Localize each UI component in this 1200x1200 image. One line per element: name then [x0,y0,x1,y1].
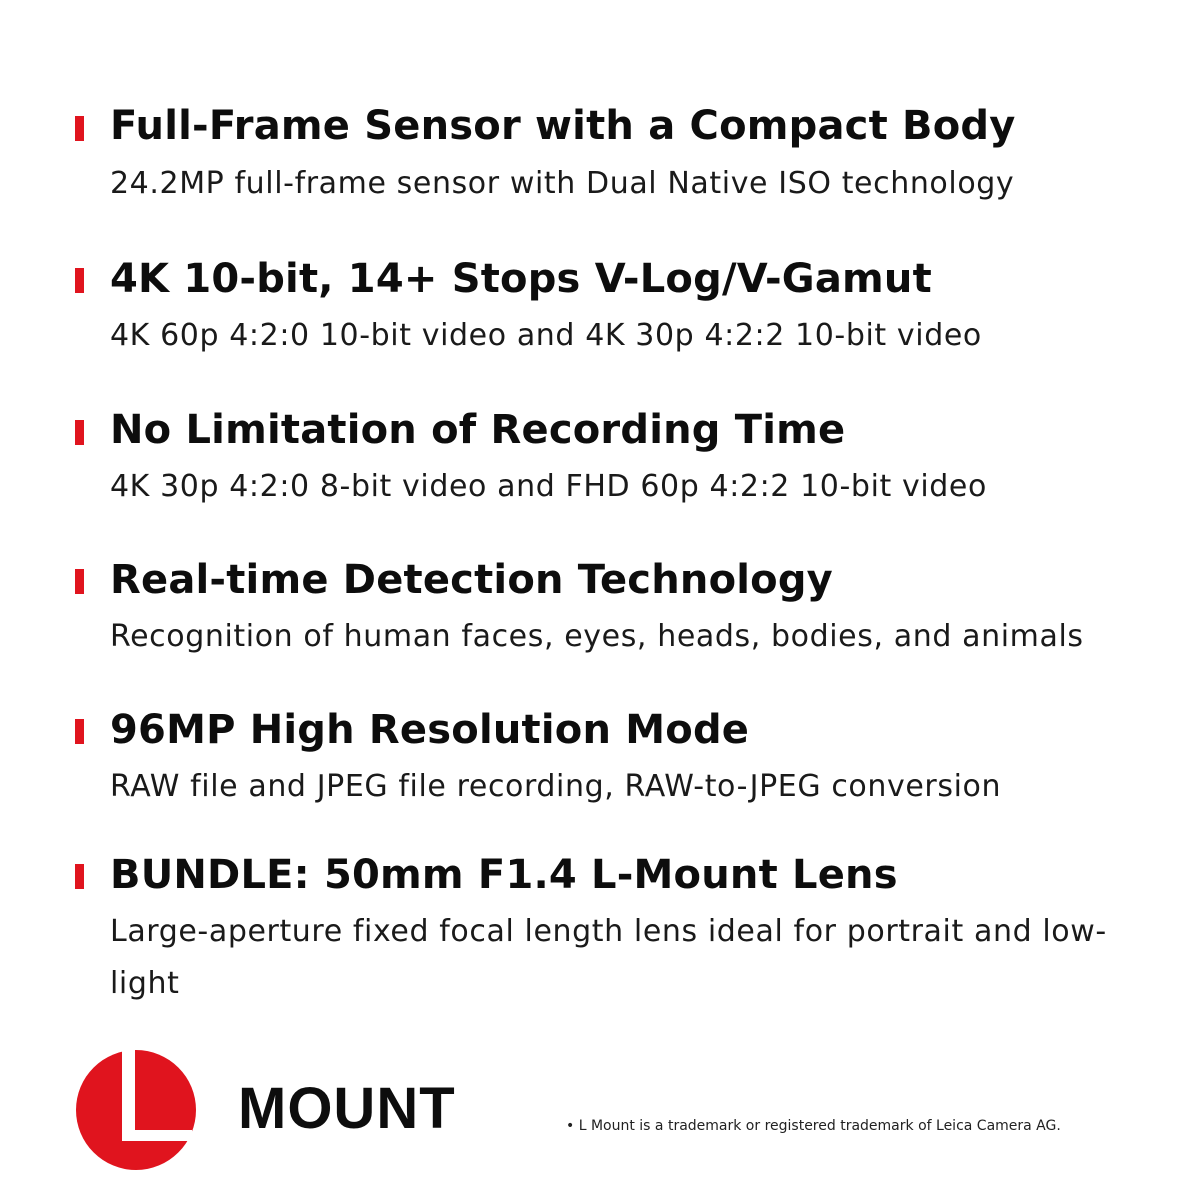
red-bullet-icon [75,864,84,889]
red-bullet-icon [75,268,84,293]
feature-description: Recognition of human faces, eyes, heads, bodies, and animals [110,619,1084,654]
feature-title: Full-Frame Sensor with a Compact Body [110,103,1016,149]
feature-title: 4K 10-bit, 14+ Stops V-Log/V-Gamut [110,256,932,302]
red-bullet-icon [75,420,84,445]
l-mount-logo-icon [76,1050,196,1170]
feature-title: BUNDLE: 50mm F1.4 L-Mount Lens [110,852,898,898]
trademark-footnote: • L Mount is a trademark or registered trademark of Leica Camera AG. [566,1118,1061,1134]
red-bullet-icon [75,569,84,594]
feature-description: Large-aperture fixed focal length lens ideal for portrait and low-light [110,914,1107,1001]
feature-title: No Limitation of Recording Time [110,407,846,453]
red-bullet-icon [75,719,84,744]
mount-wordmark: MOUNT [238,1076,456,1141]
feature-description: RAW file and JPEG file recording, RAW-to-JPEG conversion [110,769,1002,804]
red-bullet-icon [75,116,84,141]
feature-description: 4K 30p 4:2:0 8-bit video and FHD 60p 4:2:2 10-bit video [110,469,987,504]
feature-description: 4K 60p 4:2:0 10-bit video and 4K 30p 4:2:2 10-bit video [110,318,982,353]
feature-title: 96MP High Resolution Mode [110,707,750,753]
feature-title: Real-time Detection Technology [110,557,833,603]
feature-description: 24.2MP full-frame sensor with Dual Native ISO technology [110,166,1015,201]
